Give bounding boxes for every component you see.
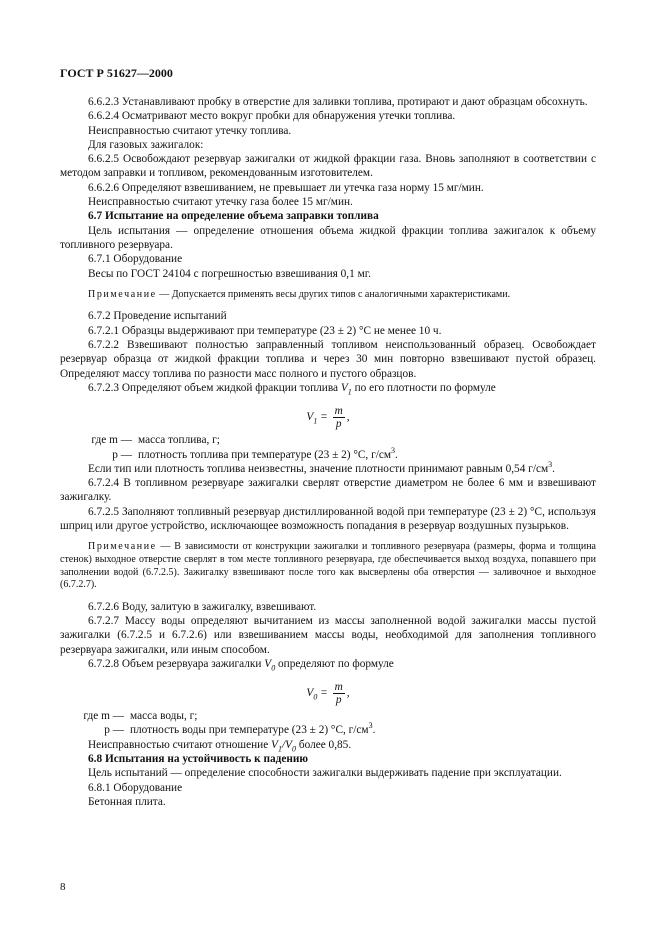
para-unknown-density: Если тип или плотность топлива неизвестны, значение плотности принимают равным 0,54 $г/см^3$. [88,460,555,475]
note-2-label: Примечание [88,541,157,553]
para-6-7-2-8: 6.7.2.8 Объем резервуара зажигалки $V_0$ определяют по формуле [88,657,394,673]
para-scales: Весы по ГОСТ 24104 с погрешностью взвешивания 0,1 мг. [88,267,371,280]
symbol-v1: $V_1$ [340,381,352,397]
note-1 [60,289,596,302]
running-header: ГОСТ Р 51627—2000 [60,66,173,80]
def-m-water: где m — масса воды, г; [83,710,198,723]
para-6-7-purpose: Цель испытания — определение отношения объема жидкой фракции топлива зажигалок к объему топливного резервуара. [60,224,596,251]
document-body [60,95,596,809]
para-6-7-2-5: 6.7.2.5 Заполняют топливный резервуар дистиллированной водой при температуре (23 ± 2) °С, используя шприц или другое устройство, исключающее возможность попадания в резервуар воздушных пузырьков. [60,505,596,533]
para-6-7-2-1: 6.7.2.1 Образцы выдерживают при температуре (23 ± 2) °С не менее 10 ч. [88,324,442,337]
para-6-7-2-6: 6.7.2.6 Воду, залитую в зажигалку, взвешивают. [88,600,317,613]
para-fault-fuel-leak: Неисправностью считают утечку топлива. [88,124,292,137]
para-6-7-2-4: 6.7.2.4 В топливном резервуаре зажигалки сверлят отверстие диаметром не более 6 мм и взвешивают зажигалку. [60,477,596,504]
para-fault-gas-leak: Неисправностью считают утечку газа более 15 мг/мин. [88,196,353,209]
formula-v1: $V_1$ = $\frac{m}{p}$ , [306,405,350,431]
note-2-text: — В зависимости от конструкции зажигалки и топливного резервуара (размеры, форма и толщина стенок) выходное отверстие сверлят в том месте топливного резервуара, где обеспечивается выход воздуха, попавшего при заполнении водой (6.7.2.5). Зажигалку взвешивают после того как высверлены оба отверстия — заливочное и выходное (6.7.2.7). [60,541,596,591]
def-p-fuel: p — плотность топлива при температуре (23 ± 2) °С, $г/см^3$. [112,445,398,461]
para-6-6-2-6: 6.6.2.6 Определяют взвешиванием, не превышает ли утечка газа норму 15 мг/мин. [88,181,484,194]
para-6-6-2-4: 6.6.2.4 Осматривают место вокруг пробки для обнаружения утечки топлива. [88,110,456,123]
para-gas-lighters: Для газовых зажигалок: [88,138,204,151]
symbol-v0: $V_0$ [264,657,276,673]
note-2 [60,541,596,591]
note-1-label: Примечание [88,288,157,300]
note-1-text: — Допускается применять весы других типов с аналогичными характеристиками. [156,288,511,300]
para-concrete-slab: Бетонная плита. [88,795,166,808]
para-6-7-1: 6.7.1 Оборудование [88,253,183,266]
formula-v0: $V_0$ = $\frac{m}{p}$ , [306,681,350,707]
para-6-7-2: 6.7.2 Проведение испытаний [88,310,227,323]
page-number: 8 [60,881,66,893]
para-6-7-2-2: 6.7.2.2 Взвешивают полностью заправленный топливом неиспользованный образец. Освобождает резервуар образца от жидкой фракции топлива и через 30 мин повторно взвешивают пустой образец. Определяют массу топлива по разности масс полного и пустого образцов. [60,339,596,380]
para-6-7-2-7: 6.7.2.7 Массу воды определяют вычитанием из массы заполненной водой зажигалки массы пустой зажигалки (6.7.2.5 и 6.7.2.6) или взвешиванием массы воды, необходимой для заполнения топливного резервуара зажигалки, или иным способом. [60,614,596,656]
para-6-7-2-3: 6.7.2.3 Определяют объем жидкой фракции топлива $V_1$ по его плотности по формуле [88,381,496,397]
heading-6-8: 6.8 Испытания на устойчивость к падению [88,753,309,766]
def-m-fuel: где m — масса топлива, г; [91,434,220,447]
para-6-6-2-3: 6.6.2.3 Устанавливают пробку в отверстие для заливки топлива, протирают и дают образцам обсохнуть. [88,96,588,108]
def-p-water: p — плотность воды при температуре (23 ± 2) °С, $г/см^3$. [104,721,376,737]
para-6-8-1: 6.8.1 Оборудование [88,781,183,794]
heading-6-7: 6.7 Испытание на определение объема заправки топлива [88,210,379,223]
para-6-8-purpose: Цель испытаний — определение способности зажигалки выдерживать падение при эксплуатации. [88,767,562,780]
para-6-6-2-5: 6.6.2.5 Освобождают резервуар зажигалки от жидкой фракции газа. Вновь заполняют в соответствии с методом заправки и топливом, рекомендованным изготовителем. [60,153,596,180]
para-fault-ratio: Неисправностью считают отношение $V_1/V_0$ более 0,85. [88,738,352,754]
ratio-v1-v0: $V_1/V_0$ [271,738,296,754]
